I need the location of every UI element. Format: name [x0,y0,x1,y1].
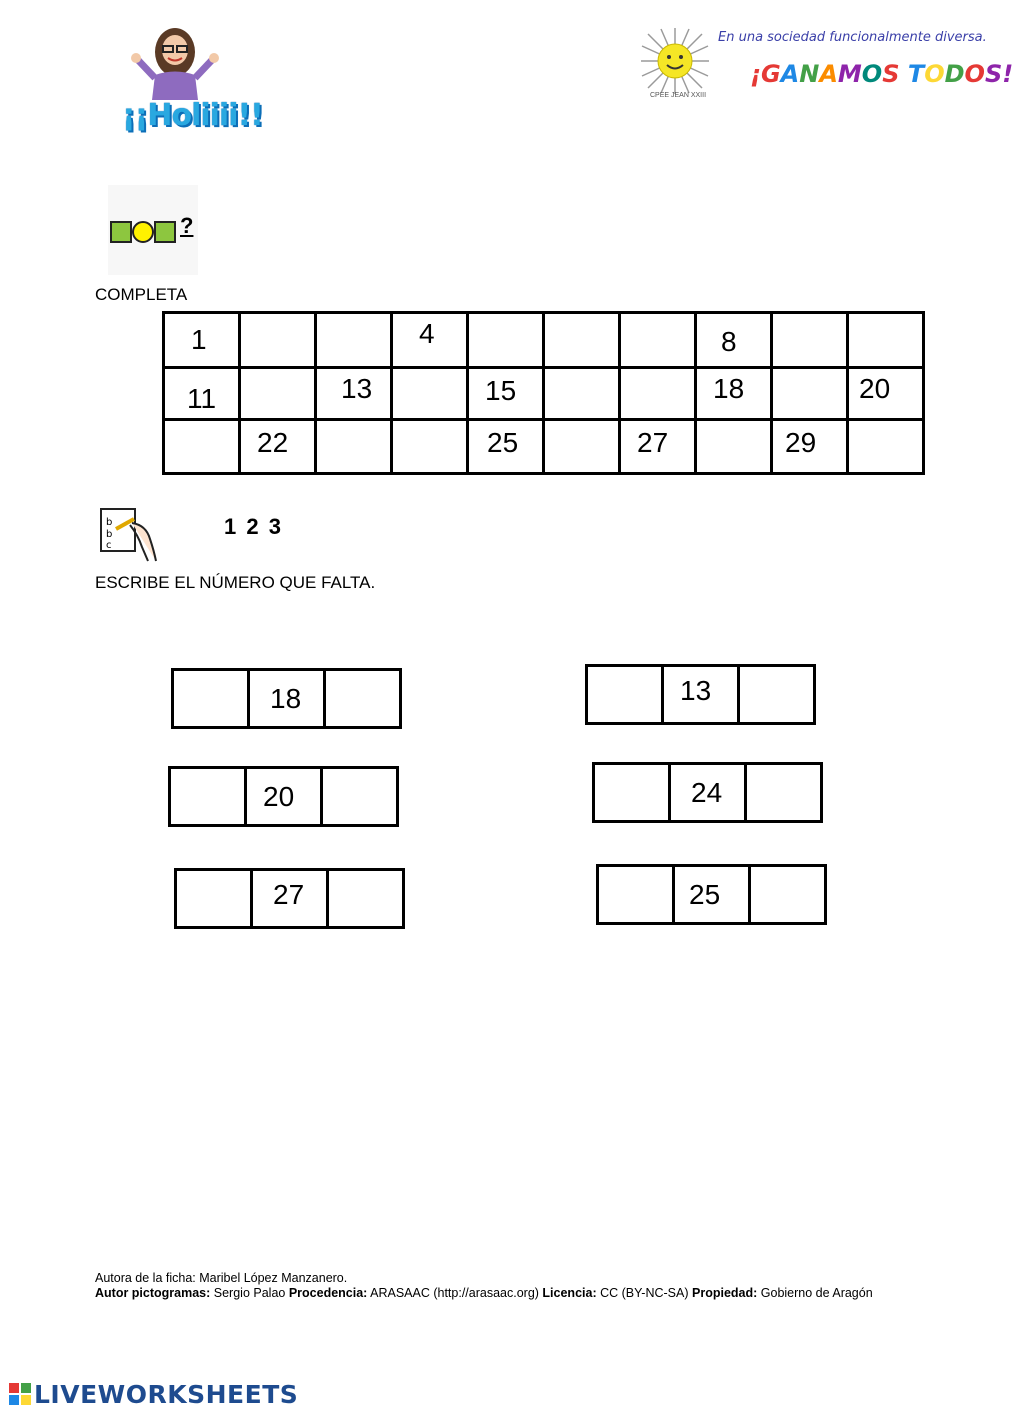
given-cell: 27 [252,870,328,928]
triplet-box [174,868,405,929]
yellow-circle-icon [132,221,154,243]
grid-cell: 22 [240,420,316,474]
grid-cell[interactable] [316,420,392,474]
grid-cell[interactable] [544,313,620,368]
grid-cell: 29 [772,420,848,474]
sheet-author: Autora de la ficha: Maribel López Manzanero. [95,1271,348,1285]
answer-cell[interactable] [739,666,815,724]
credits-footer [95,1271,895,1301]
answer-cell[interactable] [173,670,249,728]
number-grid [162,311,925,475]
logo-title: ¡GANAMOS TODOS! [750,60,1013,88]
grid-cell: 18 [696,368,772,420]
triplet-box [596,864,827,925]
liveworksheets-text: LIVEWORKSHEETS [34,1380,299,1409]
given-cell: 25 [674,866,750,924]
grid-cell[interactable] [392,368,468,420]
grid-cell[interactable] [620,313,696,368]
given-cell: 24 [670,764,746,822]
triplet-box [171,668,402,729]
sun-icon [636,26,714,96]
ganamos-todos-logo [632,20,1013,106]
triplet-box [168,766,399,827]
answer-cell[interactable] [322,768,398,826]
svg-text:c: c [106,540,112,551]
holi-logo [110,20,263,140]
grid-row [164,313,924,368]
triplet-box [592,762,823,823]
grid-cell[interactable] [848,313,924,368]
shapes-question-picto [108,185,198,275]
answer-cell[interactable] [328,870,404,928]
grid-cell: 11 [164,368,240,420]
answer-cell[interactable] [750,866,826,924]
completa-instruction: COMPLETA [95,285,188,304]
question-mark: ? [180,213,194,238]
grid-cell[interactable] [848,420,924,474]
grid-cell[interactable] [544,420,620,474]
grid-cell[interactable] [468,313,544,368]
answer-cell[interactable] [594,764,670,822]
grid-cell[interactable] [240,368,316,420]
svg-text:b: b [106,529,113,540]
holi-logo-text: ¡¡Holiiii!! [122,98,263,133]
answer-cell[interactable] [176,870,252,928]
grid-row [164,420,924,474]
grid-cell: 20 [848,368,924,420]
liveworksheets-icon [8,1382,32,1406]
grid-cell[interactable] [544,368,620,420]
answer-cell[interactable] [746,764,822,822]
grid-cell: 27 [620,420,696,474]
answer-cell[interactable] [598,866,674,924]
green-square-icon [154,221,176,243]
teacher-avatar-icon [110,20,245,110]
grid-cell: 8 [696,313,772,368]
logo-slogan: En una sociedad funcionalmente diversa. [718,30,987,45]
missing-number-instruction: ESCRIBE EL NÚMERO QUE FALTA. [95,573,376,592]
given-cell: 20 [246,768,322,826]
triplet-box [585,664,816,725]
given-cell: 13 [663,666,739,724]
grid-row [164,368,924,420]
grid-cell: 1 [164,313,240,368]
grid-cell[interactable] [772,368,848,420]
grid-cell[interactable] [696,420,772,474]
grid-cell[interactable] [316,313,392,368]
writing-hand-icon [98,505,162,563]
grid-cell: 4 [392,313,468,368]
answer-cell[interactable] [325,670,401,728]
grid-cell: 25 [468,420,544,474]
svg-text:b: b [106,517,113,528]
numbers-picto: 1 2 3 [224,514,283,539]
grid-cell[interactable] [164,420,240,474]
grid-cell[interactable] [620,368,696,420]
grid-cell[interactable] [392,420,468,474]
answer-cell[interactable] [587,666,663,724]
logo-school: CPEE JEAN XXIII [650,92,707,99]
picto-credits: Autor pictogramas: Sergio Palao Procedencia: ARASAAC (http://arasaac.org) Licencia: CC (BY-NC-SA) Propiedad: Gobierno de Aragón [95,1286,873,1300]
grid-cell: 15 [468,368,544,420]
grid-cell: 13 [316,368,392,420]
grid-cell[interactable] [772,313,848,368]
green-square-icon [110,221,132,243]
given-cell: 18 [249,670,325,728]
answer-cell[interactable] [170,768,246,826]
grid-cell[interactable] [240,313,316,368]
